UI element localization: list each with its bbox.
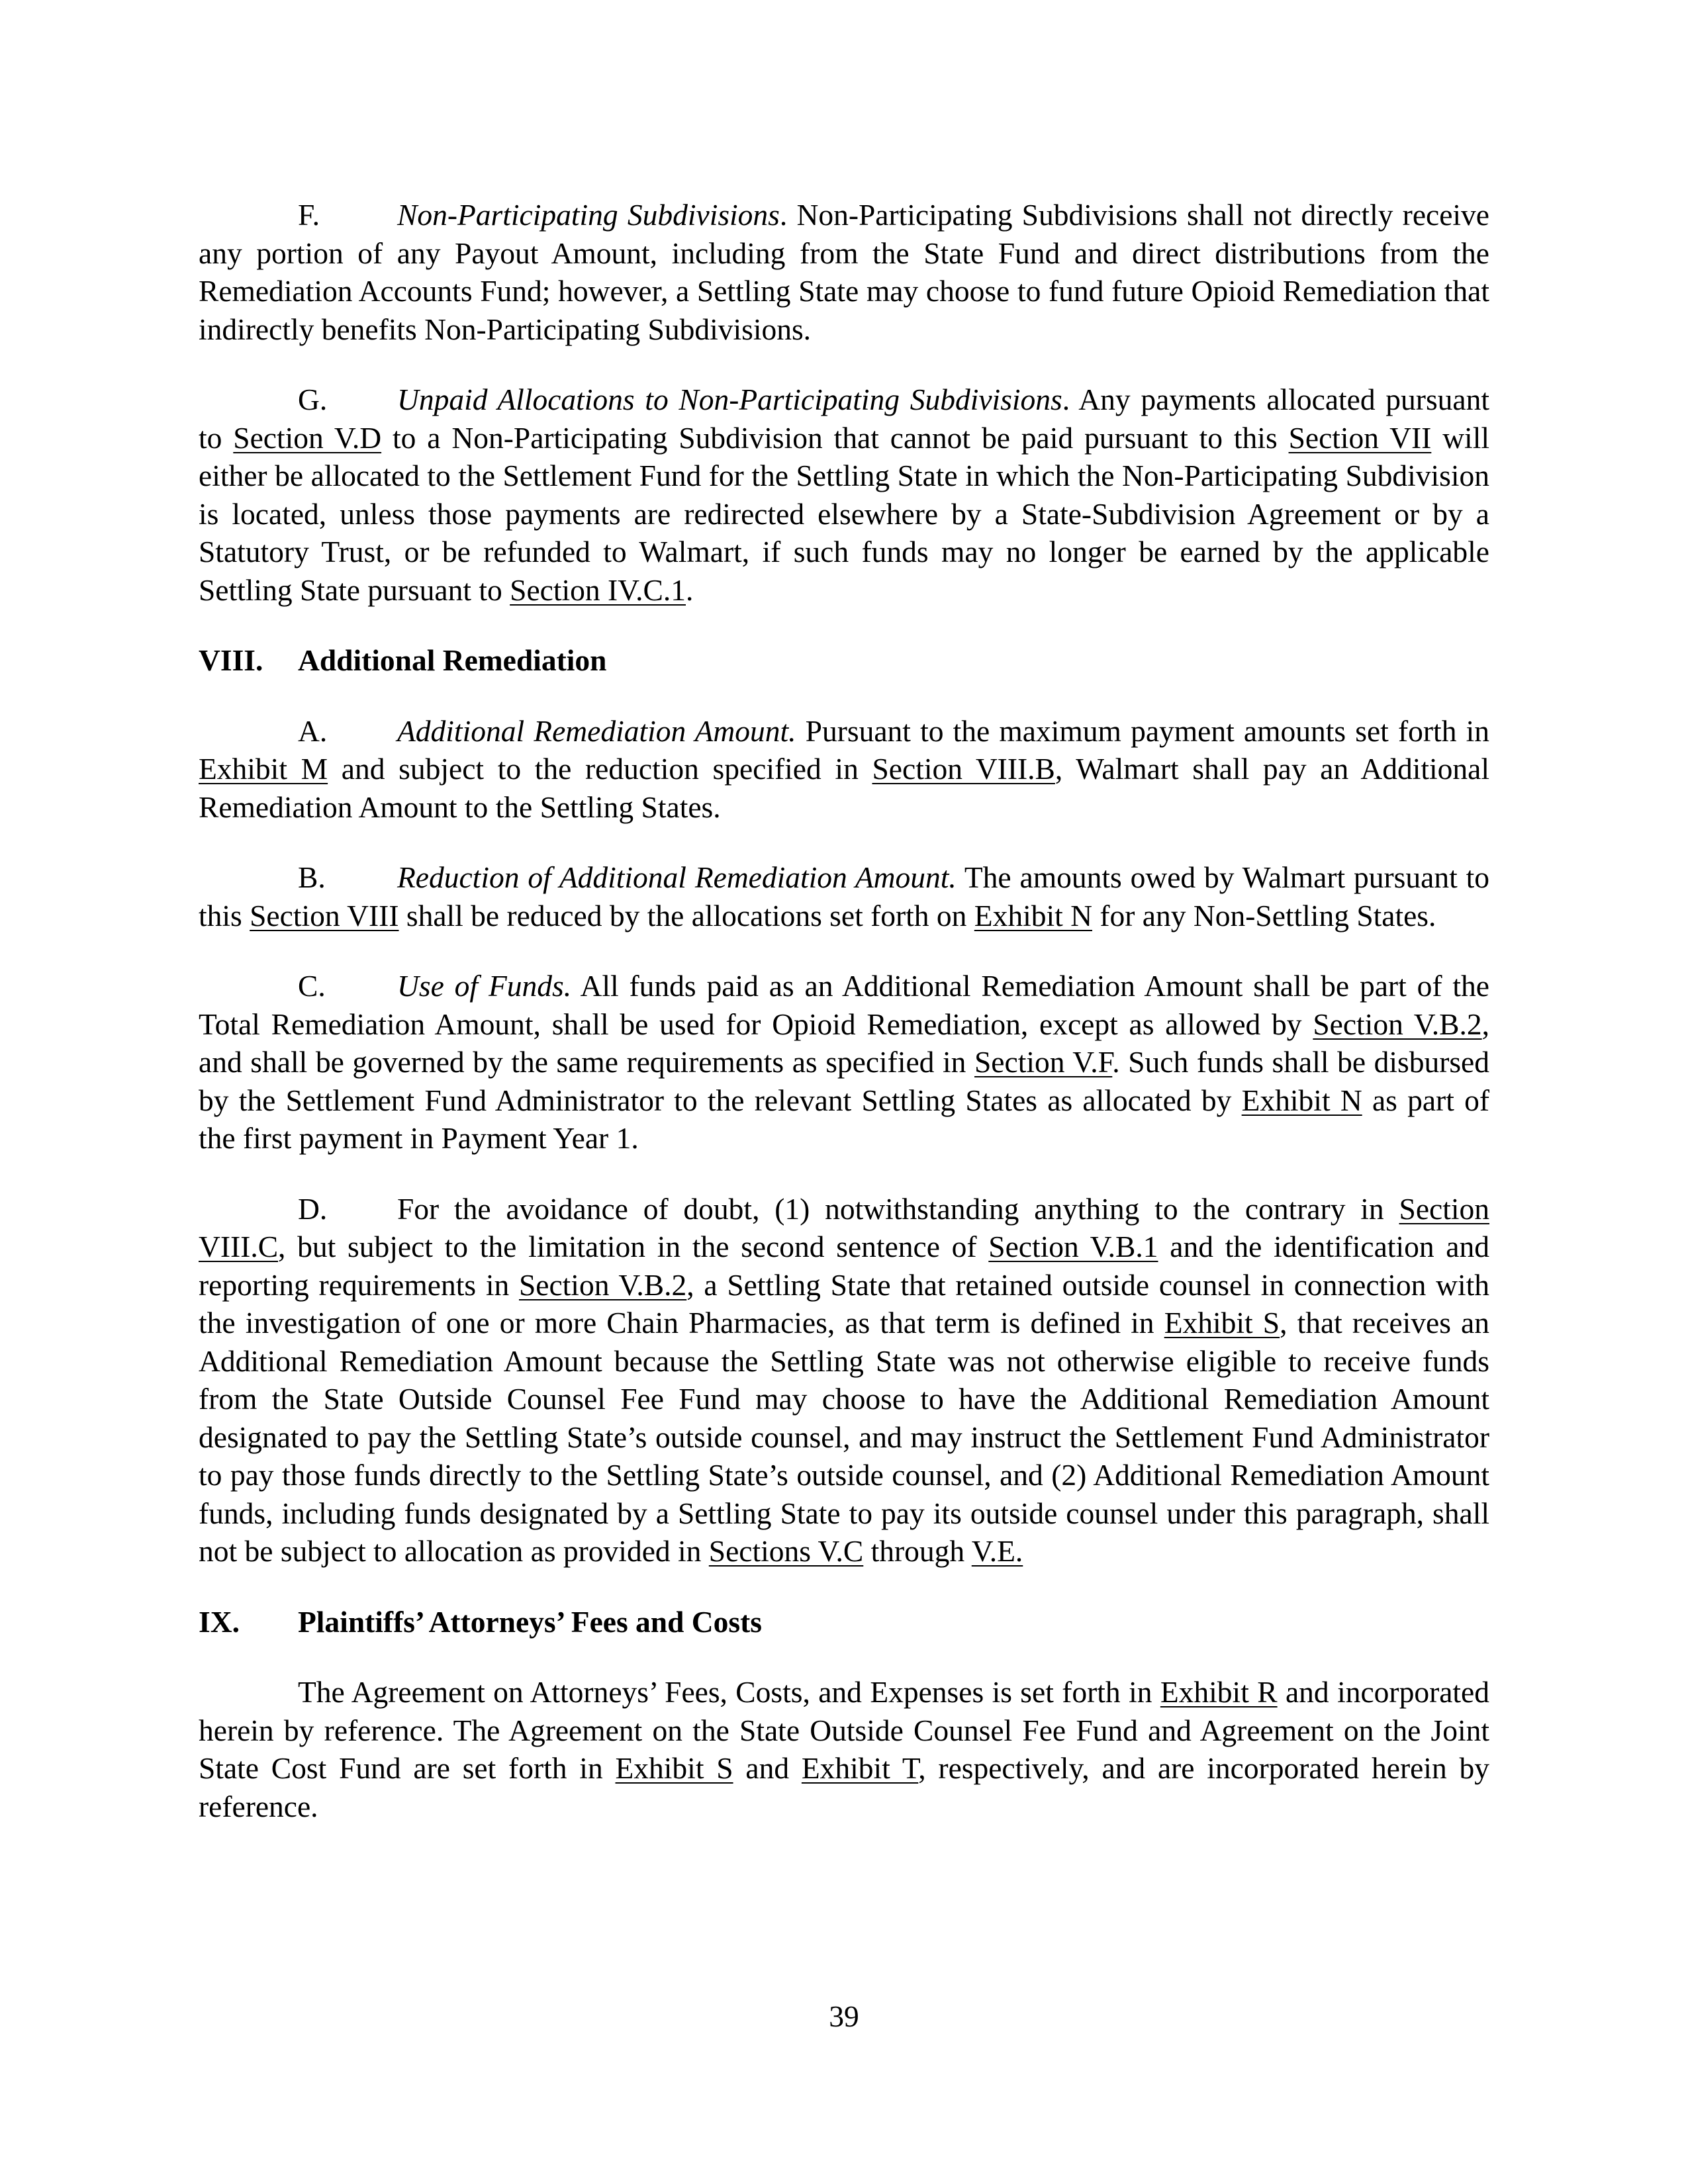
paragraph (199, 858, 1489, 934)
paragraph-text: . (686, 572, 694, 607)
document-body (199, 196, 1489, 1858)
paragraph-text: . Such funds shall be disbursed by the Settlement Fund Administrator to the relevant Settling States as allocated by (199, 1045, 1490, 1117)
section-heading (199, 1603, 1489, 1641)
paragraph-text: through (863, 1534, 972, 1568)
paragraph (199, 967, 1489, 1158)
cross-reference: Exhibit M (199, 752, 328, 786)
paragraph-number: A. (298, 713, 328, 748)
paragraph-text: The Agreement on Attorneys’ Fees, Costs, and Expenses is set forth in (298, 1675, 1160, 1709)
paragraph (199, 196, 1489, 348)
cross-reference: Section IV.C.1 (510, 572, 686, 607)
cross-reference: Section VIII.C (199, 1191, 1489, 1263)
paragraph-text: , that receives an Additional Remediation Amount because the Settling State was not otherwise eligible to receive funds from the State Outside Counsel Fee Fund may choose to have the Additional Remediation Amount designated to pay the Settling State’s outside counsel, and may instruct the Settlement Fund Administrator to pay those funds directly to the Settling State’s outside counsel, and (2) Additional Remediation Amount funds, including funds designated by a Settling State to pay its outside counsel under this paragraph, shall not be subject to allocation as provided in (199, 1306, 1489, 1568)
cross-reference: Exhibit T (801, 1751, 919, 1785)
paragraph-text: , Walmart shall pay an Additional Remediation Amount to the Settling States. (199, 752, 1489, 824)
cross-reference: Sections V.C (708, 1534, 864, 1568)
cross-reference: Section V.D (233, 420, 382, 455)
paragraph-number: D. (298, 1191, 328, 1226)
cross-reference: Section V.B.1 (988, 1230, 1158, 1263)
cross-reference: Section V.B.2 (1313, 1007, 1482, 1041)
cross-reference: Section VIII.B (872, 752, 1055, 786)
paragraph-number: F. (298, 198, 320, 232)
page-number: 39 (829, 1999, 859, 2033)
paragraph-text: , but subject to the limitation in the second sentence of (278, 1230, 989, 1263)
paragraph-title: Use of Funds. (397, 969, 572, 1003)
paragraph-text: . Non-Participating Subdivisions shall not directly receive any portion of any Payout Amount, including from the State Fund and direct distributions from the Remediation Accounts Fund; however, a Settling State may choose to fund future Opioid Remediation that indirectly benefits Non-Participating Subdivisions. (199, 198, 1489, 346)
cross-reference: Section VII (1288, 420, 1432, 455)
cross-reference: Exhibit N (1241, 1083, 1362, 1117)
paragraph-title: Non-Participating Subdivisions (397, 198, 780, 232)
paragraph-text: , and shall be governed by the same requirements as specified in (199, 1007, 1490, 1079)
cross-reference: Exhibit S (1164, 1306, 1280, 1340)
section-heading-number: IX. (199, 1604, 240, 1639)
paragraph-number: C. (298, 969, 326, 1003)
cross-reference: Section V.B.2 (518, 1267, 687, 1302)
paragraph-title: Unpaid Allocations to Non-Participating Subdivisions (397, 383, 1062, 416)
paragraph-text: will either be allocated to the Settlement Fund for the Settling State in which the Non-Participating Subdivision is located, unless those payments are redirected elsewhere by a State-Subdivision Agreement or by a Statutory Trust, or be refunded to Walmart, if such funds may no longer be earned by the applicable Settling State pursuant to (199, 420, 1489, 607)
cross-reference: Exhibit S (615, 1751, 733, 1785)
cross-reference: Exhibit N (974, 898, 1092, 933)
cross-reference: V.E. (971, 1534, 1023, 1568)
paragraph-text: for any Non-Settling States. (1092, 898, 1436, 933)
cross-reference: Section V.F (974, 1045, 1113, 1079)
paragraph-text: Pursuant to the maximum payment amounts set forth in (796, 713, 1489, 748)
paragraph (199, 712, 1489, 827)
paragraph-text: to a Non-Participating Subdivision that cannot be paid pursuant to this (381, 420, 1289, 455)
paragraph (199, 381, 1489, 609)
section-heading-title: Additional Remediation (298, 643, 607, 677)
cross-reference: Section VIII (250, 898, 399, 933)
paragraph (199, 1673, 1489, 1825)
paragraph-text: and subject to the reduction specified in (328, 752, 872, 786)
paragraph (199, 1190, 1489, 1570)
paragraph-text: , respectively, and are incorporated herein by reference. (199, 1751, 1489, 1823)
paragraph-title: Additional Remediation Amount. (397, 713, 796, 748)
section-heading-number: VIII. (199, 643, 263, 677)
paragraph-title: Reduction of Additional Remediation Amount. (397, 860, 957, 894)
section-heading (199, 641, 1489, 680)
paragraph-text: All funds paid as an Additional Remediation Amount shall be part of the Total Remediation Amount, shall be used for Opioid Remediation, except as allowed by (199, 969, 1489, 1041)
paragraph-text: and the identification and reporting requirements in (199, 1230, 1490, 1302)
paragraph-text: . Any payments allocated pursuant to (199, 383, 1489, 455)
paragraph-number: G. (298, 383, 328, 416)
paragraph-text: shall be reduced by the allocations set forth on (399, 898, 974, 933)
paragraph-text: and (733, 1751, 802, 1785)
cross-reference: Exhibit R (1160, 1675, 1278, 1709)
paragraph-text: For the avoidance of doubt, (1) notwithstanding anything to the contrary in (397, 1191, 1399, 1226)
paragraph-text: , a Settling State that retained outside counsel in connection with the investigation of one or more Chain Pharmacies, as that term is defined in (199, 1267, 1489, 1340)
paragraph-text: and incorporated herein by reference. The Agreement on the State Outside Counsel Fee Fund and Agreement on the Joint State Cost Fund are set forth in (199, 1675, 1489, 1785)
paragraph-number: B. (298, 860, 326, 894)
section-heading-title: Plaintiffs’ Attorneys’ Fees and Costs (298, 1604, 762, 1639)
paragraph-text: as part of the first payment in Payment Year 1. (199, 1083, 1489, 1155)
paragraph-text: The amounts owed by Walmart pursuant to this (199, 860, 1489, 933)
